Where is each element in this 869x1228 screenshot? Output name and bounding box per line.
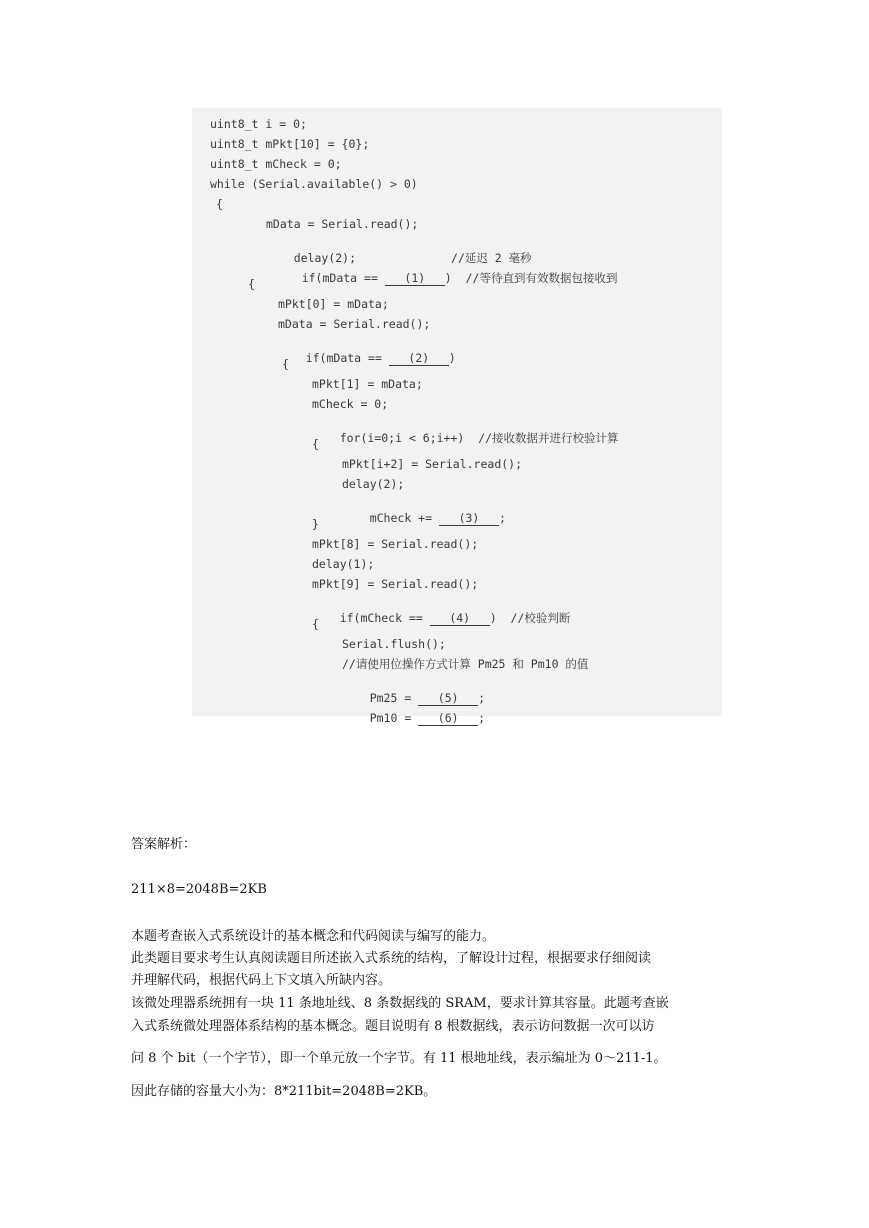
- code-text: if(mData ==: [301, 271, 385, 285]
- code-line-30: [342, 697, 485, 740]
- paragraph-1: 本题考查嵌入式系统设计的基本概念和代码阅读与编写的能力。: [131, 929, 496, 944]
- code-line-16: [312, 417, 619, 459]
- code-line-26: {: [312, 617, 319, 631]
- code-line-2: uint8_t mPkt[10] = {0};: [210, 137, 370, 151]
- code-line-15: mCheck = 0;: [312, 397, 389, 411]
- code-line-23: delay(1);: [312, 557, 375, 571]
- paragraph-3-line-1: 该微处理器系统拥有一块 11 条地址线、8 条数据线的 SRAM，要求计算其容量。此题考查嵌: [131, 996, 669, 1011]
- code-text: if(mCheck ==: [339, 611, 430, 625]
- answer-formula: 211×8=2048B=2KB: [131, 882, 267, 897]
- code-line-8: [274, 257, 617, 300]
- code-line-25: [312, 597, 570, 640]
- code-text: ;: [478, 691, 486, 705]
- code-line-6: mData = Serial.read();: [266, 217, 419, 231]
- code-line-11: mData = Serial.read();: [278, 317, 431, 331]
- code-text: if(mData ==: [305, 351, 389, 365]
- answer-heading: 答案解析：: [131, 837, 197, 852]
- code-text: mCheck +=: [369, 511, 439, 525]
- code-line-28: //请使用位操作方式计算 Pm25 和 Pm10 的值: [342, 657, 589, 671]
- paragraph-2-line-1: 此类题目要求考生认真阅读题目所述嵌入式系统的结构，了解设计过程，根据要求仔细阅读: [131, 951, 652, 966]
- code-line-24: mPkt[9] = Serial.read();: [312, 577, 479, 591]
- blank-3: (3): [439, 511, 499, 526]
- code-line-10: mPkt[0] = mData;: [278, 297, 389, 311]
- code-line-13: {: [282, 357, 289, 371]
- paragraph-4: 因此存储的容量大小为：8*211bit=2048B=2KB。: [131, 1084, 437, 1099]
- code-text: ): [444, 271, 452, 285]
- code-line-9: {: [248, 277, 255, 291]
- blank-5: (5): [418, 691, 478, 706]
- code-line-21: }: [312, 517, 319, 531]
- code-text: Pm10 =: [369, 711, 419, 725]
- code-comment: //接收数据并进行校验计算: [478, 431, 619, 445]
- paragraph-3-line-2: 入式系统微处理器体系结构的基本概念。题目说明有 8 根数据线，表示访问数据一次可以访: [131, 1019, 655, 1034]
- code-line-3: uint8_t mCheck = 0;: [210, 157, 342, 171]
- code-text: ;: [478, 711, 486, 725]
- code-text: Pm25 =: [369, 691, 419, 705]
- code-scan-image: [192, 108, 722, 725]
- code-text: ): [448, 351, 456, 365]
- code-text: ): [489, 611, 497, 625]
- blank-2: (2): [389, 351, 449, 366]
- code-line-17: {: [312, 437, 319, 451]
- code-comment: //校验判断: [510, 611, 571, 625]
- code-comment: //等待直到有效数据包接收到: [465, 271, 618, 285]
- code-line-19: delay(2);: [342, 477, 405, 491]
- code-line-1: uint8_t i = 0;: [210, 117, 307, 131]
- code-text: delay(2);: [293, 251, 357, 265]
- code-line-14: mPkt[1] = mData;: [312, 377, 423, 391]
- blank-6: (6): [418, 711, 478, 726]
- code-line-22: mPkt[8] = Serial.read();: [312, 537, 479, 551]
- blank-1: (1): [385, 271, 445, 286]
- code-line-12: [278, 337, 456, 380]
- code-line-5: {: [216, 197, 223, 211]
- code-text: ;: [498, 511, 506, 525]
- blank-4: (4): [430, 611, 490, 626]
- code-comment: //延迟 2 毫秒: [451, 251, 532, 265]
- code-line-18: mPkt[i+2] = Serial.read();: [342, 457, 523, 471]
- code-line-27: Serial.flush();: [342, 637, 446, 651]
- paragraph-3-line-3: 问 8 个 bit（一个字节），即一个单元放一个字节。有 11 根地址线，表示编址为 0～211-1。: [131, 1051, 667, 1066]
- code-line-4: while (Serial.available() > 0): [210, 177, 418, 191]
- paragraph-2-line-2: 并理解代码，根据代码上下文填入所缺内容。: [131, 973, 392, 988]
- code-text: for(i=0;i < 6;i++): [339, 431, 465, 445]
- code-line-20: [342, 497, 506, 540]
